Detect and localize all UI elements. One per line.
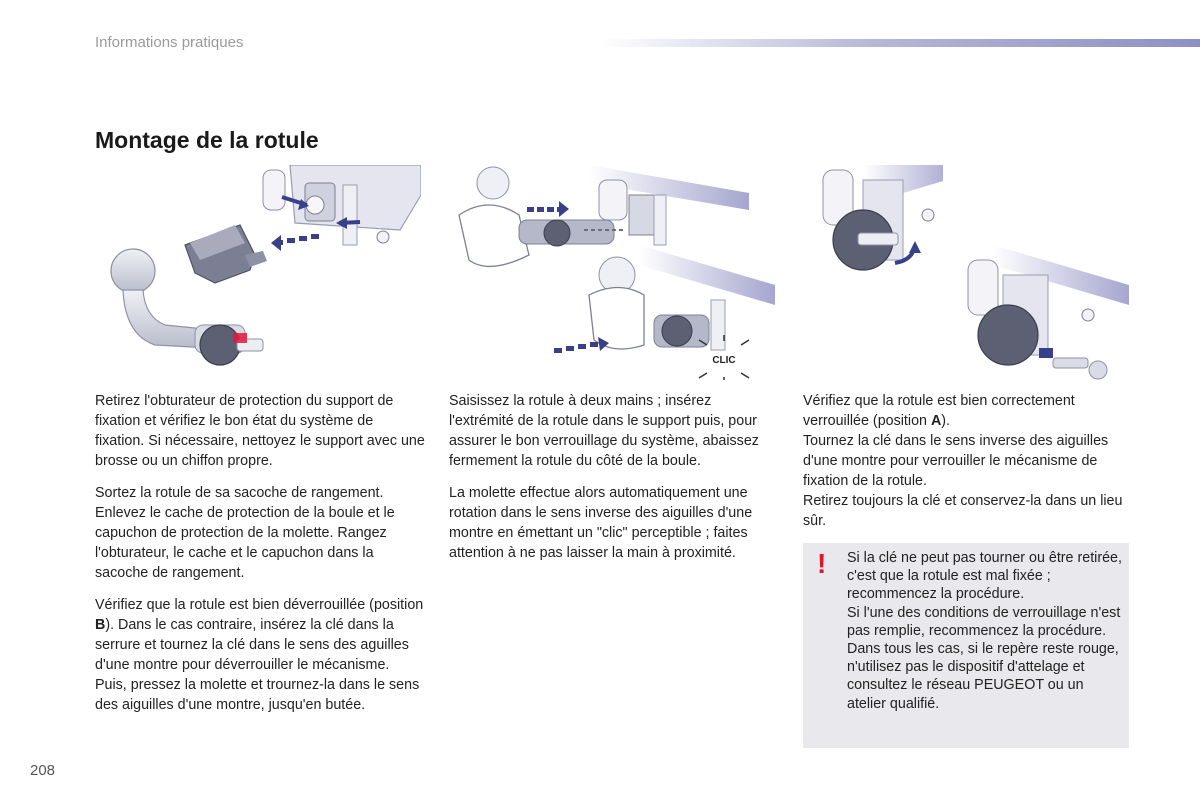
warning-line-2: Si l'une des conditions de verrouillage n'est pas remplie, recommencez la procédure. [847, 604, 1121, 639]
paragraph-knob-rotation: La molette effectue alors automatiquement une rotation dans le sens inverse des aiguilles d'une montre en émettant un "clic" perceptible ; faites attention à ne pas laisser la main à proximité. [449, 485, 753, 561]
tow-ball-removal-drawing [95, 165, 421, 380]
warning-box [803, 543, 1129, 748]
warning-line-3: Dans tous les cas, si le repère reste rouge, n'utilisez pas le dispositif d'attelage et consultez le réseau PEUGEOT ou un atelier qualifié. [847, 641, 1119, 712]
locking-drawing [803, 165, 1129, 380]
paragraph-take-ball: Sortez la rotule de sa sacoche de rangement. Enlevez le cache de protection de la boule et le capuchon de protection de la molette. Rangez l'obturateur, le cache et le capuchon dans la sacoche de rangement. [95, 485, 395, 581]
insertion-drawing [449, 165, 775, 380]
paragraph-remove-cover: Retirez l'obturateur de protection du support de fixation et vérifiez le bon état du système de fixation. Si nécessaire, nettoyez le support avec une brosse ou un chiffon propre. [95, 393, 425, 469]
position-a-label: A [930, 413, 942, 429]
clic-label: CLIC [712, 355, 736, 366]
illustration-lock-key [803, 165, 1129, 380]
warning-line-1: Si la clé ne peut pas tourner ou être retirée, c'est que la rotule est mal fixée ; recommencez la procédure. [847, 550, 1122, 603]
warning-text [847, 549, 1122, 713]
column-right [803, 391, 1128, 531]
column-middle [449, 391, 779, 575]
illustration-remove-cover [95, 165, 421, 380]
paragraph-check-unlocked: Vérifiez que la rotule est bien déverrouillée (position B). Dans le cas contraire, insérez la clé dans la serrure et tournez la clé dans le sens des aguilles d'une montre pour déverrouiller le mécanisme. Puis, pressez la molette et trournez-la dans le sens des aiguilles d'une montre, jusqu'en butée. [95, 597, 424, 713]
illustration-insert-ball [449, 165, 775, 380]
warning-icon: ! [817, 548, 827, 579]
page-number: 208 [30, 762, 56, 779]
position-b-label: B [95, 617, 106, 633]
paragraph-check-locked: Vérifiez que la rotule est bien correctement verrouillée (position A). Tournez la clé dans le sens inverse des aiguilles d'une montre pour verrouiller le mécanisme de fixation de la rotule. Retirez toujours la clé et conservez-la dans un lieu sûr. [803, 393, 1123, 529]
section-title: Montage de la rotule [95, 127, 319, 153]
paragraph-insert-ball: Saisissez la rotule à deux mains ; insérez l'extrémité de la rotule dans le support puis, pour assurer le bon verrouillage du système, abaissez fermement la rotule du côté de la boule. [449, 393, 759, 469]
header-decoration-bar [600, 39, 1200, 47]
column-left [95, 391, 425, 727]
running-header: Informations pratiques [95, 34, 244, 51]
